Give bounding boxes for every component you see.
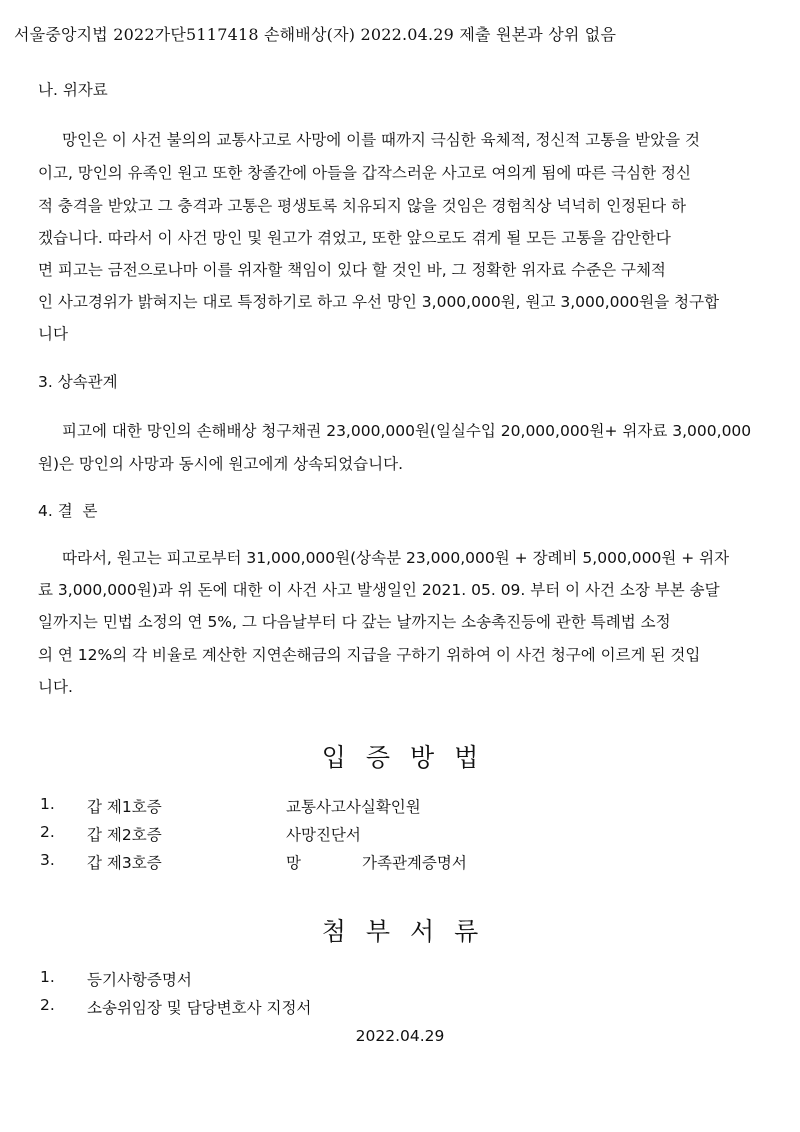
evidence-label: 갑 제3호증: [87, 854, 162, 872]
section-heading-comfort: 나. 위자료: [38, 81, 108, 99]
list-item: [0, 996, 800, 1018]
evidence-label: 갑 제2호증: [87, 826, 162, 844]
paragraph-line: 인 사고경위가 밝혀지는 대로 특정하기로 하고 우선 망인 3,000,000원, 원고 3,000,000원을 청구합: [38, 293, 720, 311]
evidence-desc: 교통사고사실확인원: [286, 798, 421, 816]
paragraph-line: 이고, 망인의 유족인 원고 또한 창졸간에 아들을 갑작스러운 사고로 여의게 됨에 따른 극심한 정신: [38, 164, 691, 182]
list-number: 1.: [40, 795, 55, 813]
paragraph-line: 니다: [38, 325, 68, 343]
evidence-desc: 사망진단서: [286, 826, 361, 844]
list-item: [0, 851, 800, 873]
paragraph-line: 망인은 이 사건 불의의 교통사고로 사망에 이를 때까지 극심한 육체적, 정신적 고통을 받았을 것: [62, 131, 700, 149]
evidence-label: 갑 제1호증: [87, 798, 162, 816]
evidence-title: 입증방법: [321, 743, 499, 772]
list-number: 1.: [40, 968, 55, 986]
paragraph-line: 적 충격을 받았고 그 충격과 고통은 평생토록 치유되지 않을 것임은 경험칙상 넉넉히 인정된다 하: [38, 197, 687, 215]
paragraph-line: 면 피고는 금전으로나마 이를 위자할 책임이 있다 할 것인 바, 그 정확한 위자료 수준은 구체적: [38, 261, 666, 279]
attachment-label: 등기사항증명서: [87, 971, 192, 989]
document-header: 서울중앙지법 2022가단5117418 손해배상(자) 2022.04.29 제출 원본과 상위 없음: [14, 25, 617, 44]
attachments-title: 첨부서류: [321, 917, 499, 946]
list-number: 2.: [40, 823, 55, 841]
evidence-desc: 망: [286, 854, 301, 872]
attachment-label: 소송위임장 및 담당변호사 지정서: [87, 999, 312, 1017]
paragraph-line: 니다.: [38, 678, 73, 696]
paragraph-line: 원)은 망인의 사망과 동시에 원고에게 상속되었습니다.: [38, 455, 404, 473]
list-item: [0, 968, 800, 990]
paragraph-line: 일까지는 민법 소정의 연 5%, 그 다음날부터 다 갚는 날까지는 소송촉진등에 관한 특례법 소정: [38, 613, 671, 631]
paragraph-line: 겠습니다. 따라서 이 사건 망인 및 원고가 겪었고, 또한 앞으로도 겪게 될 모든 고통을 감안한다: [38, 229, 671, 247]
paragraph-line: 의 연 12%의 각 비율로 계산한 지연손해금의 지급을 구하기 위하여 이 사건 청구에 이르게 된 것입: [38, 646, 701, 664]
list-item: [0, 795, 800, 817]
paragraph-line: 료 3,000,000원)과 위 돈에 대한 이 사건 사고 발생일인 2021. 05. 09. 부터 이 사건 소장 부본 송달: [38, 581, 720, 599]
document-date: 2022.04.29: [355, 1027, 445, 1045]
paragraph-line: 따라서, 원고는 피고로부터 31,000,000원(상속분 23,000,000원 + 장례비 5,000,000원 + 위자: [62, 549, 730, 567]
section-heading-inheritance: 3. 상속관계: [38, 373, 118, 391]
evidence-desc-extra: 가족관계증명서: [362, 854, 467, 872]
list-item: [0, 823, 800, 845]
list-number: 2.: [40, 996, 55, 1014]
list-number: 3.: [40, 851, 55, 869]
paragraph-line: 피고에 대한 망인의 손해배상 청구채권 23,000,000원(일실수입 20,000,000원+ 위자료 3,000,000: [62, 422, 752, 440]
section-heading-conclusion: 4. 결 론: [38, 502, 98, 520]
